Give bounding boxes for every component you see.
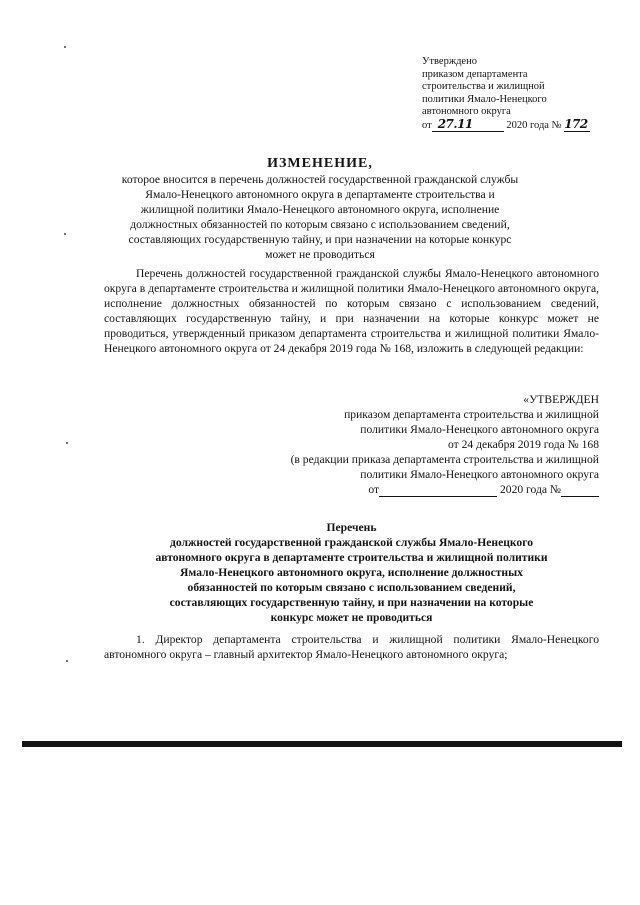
approval-line: строительства и жилищной (422, 81, 545, 93)
approved-block (210, 392, 599, 497)
approved-line: (в редакции приказа департамента строительства и жилищной (290, 453, 599, 466)
subtitle-line: составляющих государственную тайну, и при назначении на которые конкурс (128, 233, 512, 246)
subtitle-line: может не проводиться (265, 248, 375, 261)
list-title-line: составляющих государственную тайну, и при назначении на которые (169, 596, 534, 609)
scan-speck (66, 442, 68, 444)
approval-line: приказом департамента (422, 68, 528, 80)
approved-date-prefix: от (368, 483, 380, 496)
scan-speck (64, 233, 66, 235)
approval-line: автономного округа (422, 106, 511, 118)
list-title-line: конкурс может не проводиться (270, 611, 433, 624)
approved-line: приказом департамента строительства и жилищной (344, 408, 599, 421)
approved-date-line (210, 482, 599, 497)
approval-year-text: 2020 года № (506, 119, 562, 131)
subtitle-line: Ямало-Ненецкого автономного округа в департаменте строительства и (145, 188, 495, 201)
subtitle-line: должностных обязанностей по которым связано с использованием сведений, (130, 218, 510, 231)
approved-date-blank (379, 484, 497, 497)
approved-number-blank (561, 484, 599, 497)
approval-line: политики Ямало-Ненецкого (422, 93, 547, 105)
approved-line: от 24 декабря 2019 года № 168 (448, 438, 599, 451)
list-title-line: должностей государственной гражданской службы Ямало-Ненецкого (169, 536, 533, 549)
document-title: ИЗМЕНЕНИЕ, (267, 156, 373, 171)
approval-stamp-block (422, 56, 622, 133)
subtitle-line: жилищной политики Ямало-Ненецкого автономного округа, исполнение (140, 203, 500, 216)
scan-edge-divider (22, 741, 622, 747)
list-title (104, 520, 599, 625)
approval-number-handwritten: 172 (564, 116, 588, 131)
scan-speck (64, 46, 66, 48)
scan-speck (66, 660, 68, 662)
subtitle-line: которое вносится в перечень должностей государственной гражданской службы (121, 173, 519, 186)
approved-year-text: 2020 года № (499, 483, 561, 496)
list-title-line: Перечень (326, 521, 377, 534)
document-subtitle (100, 172, 540, 262)
approval-date-blank (432, 116, 504, 132)
approval-date-line (422, 116, 622, 133)
approved-heading: «УТВЕРЖДЕН (523, 393, 599, 406)
approved-line: политики Ямало-Ненецкого автономного округа (360, 423, 599, 436)
approval-line: Утверждено (422, 56, 477, 67)
list-title-line: обязанностей по которым связано с использованием сведений, (187, 581, 516, 594)
list-item: 1. Директор департамента строительства и жилищной политики Ямало-Ненецкого автономного округа – главный архитектор Ямало-Ненецкого автономного округа; (104, 633, 599, 661)
approval-date-prefix: от (422, 119, 432, 131)
list-title-line: автономного округа в департаменте строительства и жилищной политики (155, 551, 548, 564)
approved-line: политики Ямало-Ненецкого автономного округа (360, 468, 599, 481)
approval-number-blank (564, 116, 590, 132)
main-paragraph: Перечень должностей государственной гражданской службы Ямало-Ненецкого автономного округа в департаменте строительства и жилищной политики Ямало-Ненецкого автономного округа, исполнение должностных обязанностей по которым связано с использованием сведений, составляющих государственную тайну, и при назначении на которые конкурс может не проводиться, утвержденный приказом департамента строительства и жилищной политики Ямало-Ненецкого автономного округа от 24 декабря 2019 года № 168, изложить в следующей редакции: (104, 267, 599, 355)
approval-date-handwritten: 27.11 (437, 116, 473, 131)
list-title-line: Ямало-Ненецкого автономного округа, исполнение должностных (180, 566, 523, 579)
